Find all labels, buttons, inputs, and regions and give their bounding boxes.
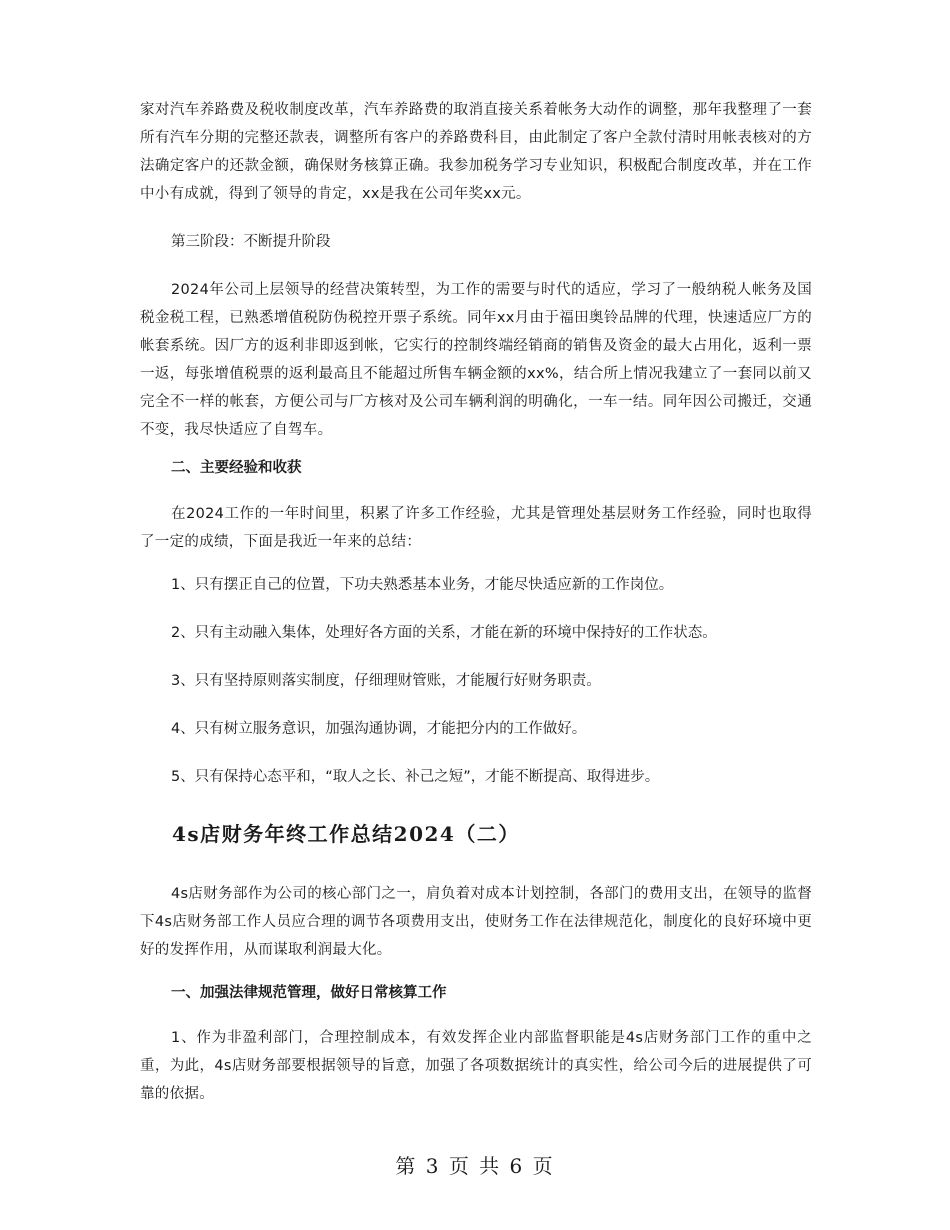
paragraph-cost-control: 1、作为非盈利部门，合理控制成本，有效发挥企业内部监督职能是4s店财务部门工作的重中之重，为此，4s店财务部要根据领导的旨意，加强了各项数据统计的真实性，给公司今后的进展提供了可靠的依据。 bbox=[140, 1030, 812, 1102]
stage-three-heading: 第三阶段：不断提升阶段 bbox=[171, 234, 331, 250]
section-experience-title: 二、主要经验和收获 bbox=[171, 460, 302, 476]
paragraph-2024-transition: 2024年公司上层领导的经营决策转型，为工作的需要与时代的适应，学习了一般纳税人帐务及国税金税工程，已熟悉增值税防伪税控开票子系统。同年xx月由于福田奥铃品牌的代理，快速适应厂方的帐套系统。因厂方的返利非即返到帐，它实行的控制终端经销商的销售及资金的最大占用化，返利一票一返，每张增值税票的返利最高且不能超过所售车辆金额的xx%，结合所上情况我建立了一套同以前又完全不一样的帐套，方便公司与厂方核对及公司车辆利润的明确化，一车一结。同年因公司搬迁，交通不变，我尽快适应了自驾车。 bbox=[140, 282, 812, 438]
paragraph-finance-intro: 4s店财务部作为公司的核心部门之一，肩负着对成本计划控制，各部门的费用支出，在领导的监督下4s店财务部工作人员应合理的调节各项费用支出，使财务工作在法律规范化，制度化的良好环境中更好的发挥作用，从而谋取利润最大化。 bbox=[140, 886, 812, 958]
document-heading-part-two: 4s店财务年终工作总结2024（二） bbox=[172, 822, 520, 846]
paragraph-experience-intro: 在2024工作的一年时间里，积累了许多工作经验，尤其是管理处基层财务工作经验，同时也取得了一定的成绩，下面是我近一年来的总结： bbox=[140, 506, 812, 550]
list-item: 3、只有坚持原则落实制度，仔细理财管账，才能履行好财务职责。 bbox=[171, 673, 601, 689]
list-item: 4、只有树立服务意识，加强沟通协调，才能把分内的工作做好。 bbox=[171, 721, 587, 737]
list-item: 1、只有摆正自己的位置，下功夫熟悉基本业务，才能尽快适应新的工作岗位。 bbox=[171, 577, 674, 593]
list-item: 5、只有保持心态平和，“取人之长、补己之短”，才能不断提高、取得进步。 bbox=[171, 769, 660, 785]
section-legal-management-title: 一、加强法律规范管理，做好日常核算工作 bbox=[171, 985, 447, 1001]
list-item: 2、只有主动融入集体，处理好各方面的关系，才能在新的环境中保持好的工作状态。 bbox=[171, 625, 717, 641]
paragraph-tax-reform: 家对汽车养路费及税收制度改革，汽车养路费的取消直接关系着帐务大动作的调整，那年我整理了一套所有汽车分期的完整还款表，调整所有客户的养路费科目，由此制定了客户全款付清时用帐表核对的方法确定客户的还款金额，确保财务核算正确。我参加税务学习专业知识，积极配合制度改革，并在工作中小有成就，得到了领导的肯定，xx是我在公司年奖xx元。 bbox=[140, 102, 812, 202]
page-number-footer: 第 3 页 共 6 页 bbox=[395, 1154, 555, 1178]
